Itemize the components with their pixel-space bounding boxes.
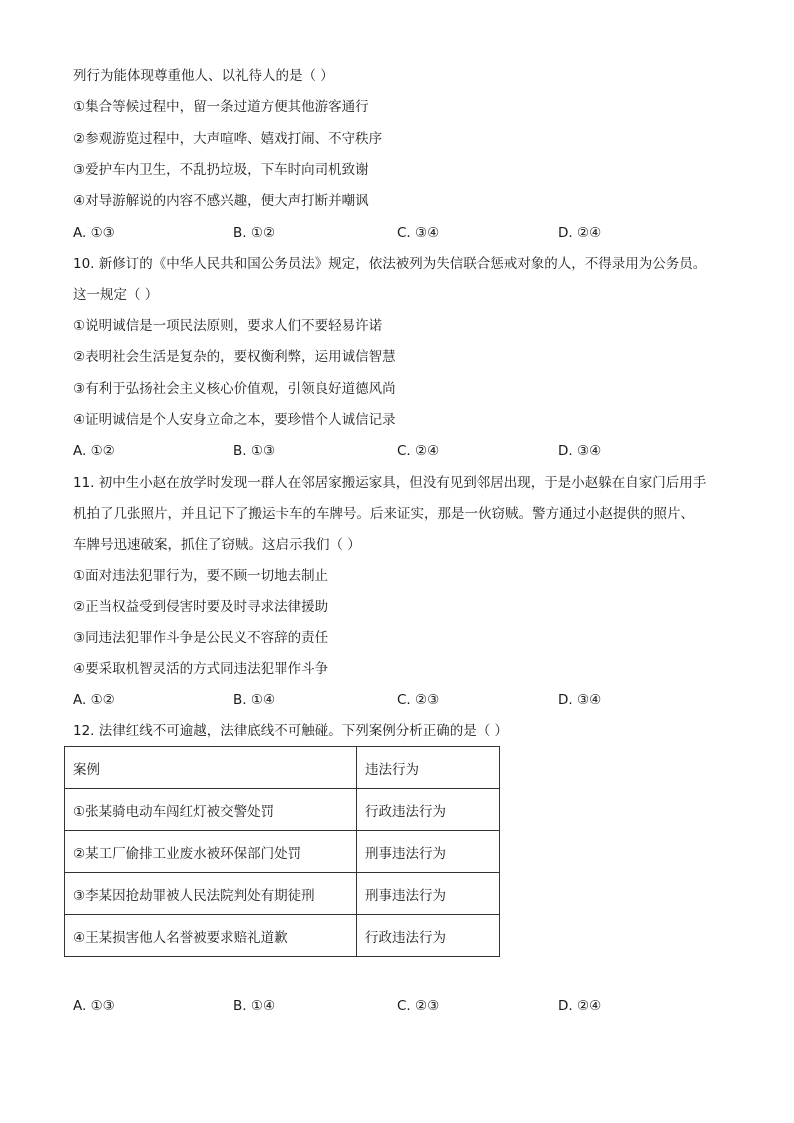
q12-option-c: C. ②③: [397, 998, 440, 1014]
violation-cell: 行政违法行为: [357, 789, 500, 831]
q9-item-3: ③爱护车内卫生，不乱扔垃圾，下车时向司机致谢: [73, 162, 369, 178]
q11-stem-line-2: 机拍了几张照片，并且记下了搬运卡车的车牌号。后来证实，那是一伙窃贼。警方通过小赵提供的照片、: [73, 506, 694, 522]
table-header-row: [65, 747, 500, 789]
header-case: 案例: [65, 747, 357, 789]
q10-item-2: ②表明社会生活是复杂的，要权衡利弊，运用诚信智慧: [73, 349, 396, 365]
q11-stem-line-1: 11. 初中生小赵在放学时发现一群人在邻居家搬运家具，但没有见到邻居出现，于是小赵躲在自家门后用手: [73, 475, 707, 491]
q10-item-4: ④证明诚信是个人安身立命之本，要珍惜个人诚信记录: [73, 412, 396, 428]
q11-item-4: ④要采取机智灵活的方式同违法犯罪作斗争: [73, 661, 329, 677]
q9-option-d: D. ②④: [558, 225, 602, 241]
q12-option-d: D. ②④: [558, 998, 602, 1014]
case-cell: ②某工厂偷排工业废水被环保部门处罚: [65, 831, 357, 873]
q12-option-b: B. ①④: [233, 998, 276, 1014]
q12-stem: 12. 法律红线不可逾越，法律底线不可触碰。下列案例分析正确的是（ ）: [73, 723, 509, 739]
q10-option-b: B. ①③: [233, 443, 276, 459]
q11-option-b: B. ①④: [233, 692, 276, 708]
header-violation: 违法行为: [357, 747, 500, 789]
case-cell: ①张某骑电动车闯红灯被交警处罚: [65, 789, 357, 831]
case-cell: ④王某损害他人名誉被要求赔礼道歉: [65, 915, 357, 957]
q9-stem: 列行为能体现尊重他人、以礼待人的是（ ）: [73, 68, 334, 84]
q10-item-3: ③有利于弘扬社会主义核心价值观，引领良好道德风尚: [73, 381, 396, 397]
q10-item-1: ①说明诚信是一项民法原则，要求人们不要轻易许诺: [73, 318, 383, 334]
violation-cell: 刑事违法行为: [357, 873, 500, 915]
q11-option-c: C. ②③: [397, 692, 440, 708]
q11-item-3: ③同违法犯罪作斗争是公民义不容辞的责任: [73, 630, 329, 646]
q9-item-1: ①集合等候过程中，留一条过道方便其他游客通行: [73, 99, 369, 115]
q10-stem-line-1: 10. 新修订的《中华人民共和国公务员法》规定，依法被列为失信联合惩戒对象的人，不得录用为公务员。: [73, 256, 707, 272]
violation-cell: 行政违法行为: [357, 915, 500, 957]
table-row: [65, 873, 500, 915]
q10-option-c: C. ②④: [397, 443, 440, 459]
violation-cell: 刑事违法行为: [357, 831, 500, 873]
table-row: [65, 831, 500, 873]
case-table: [64, 746, 500, 957]
q9-option-a: A. ①③: [73, 225, 115, 241]
q11-stem-line-3: 车牌号迅速破案，抓住了窃贼。这启示我们（ ）: [73, 537, 361, 553]
table-row: [65, 789, 500, 831]
q9-item-4: ④对导游解说的内容不感兴趣，便大声打断并嘲讽: [73, 193, 369, 209]
q11-item-2: ②正当权益受到侵害时要及时寻求法律援助: [73, 599, 329, 615]
q9-item-2: ②参观游览过程中，大声喧哗、嬉戏打闹、不守秩序: [73, 131, 383, 147]
q9-option-b: B. ①②: [233, 225, 276, 241]
q9-option-c: C. ③④: [397, 225, 440, 241]
case-cell: ③李某因抢劫罪被人民法院判处有期徒刑: [65, 873, 357, 915]
q12-option-a: A. ①③: [73, 998, 115, 1014]
q11-item-1: ①面对违法犯罪行为，要不顾一切地去制止: [73, 568, 329, 584]
q10-stem-line-2: 这一规定（ ）: [73, 287, 159, 303]
q11-option-d: D. ③④: [558, 692, 602, 708]
table-row: [65, 915, 500, 957]
q11-option-a: A. ①②: [73, 692, 115, 708]
q10-option-d: D. ③④: [558, 443, 602, 459]
q10-option-a: A. ①②: [73, 443, 115, 459]
